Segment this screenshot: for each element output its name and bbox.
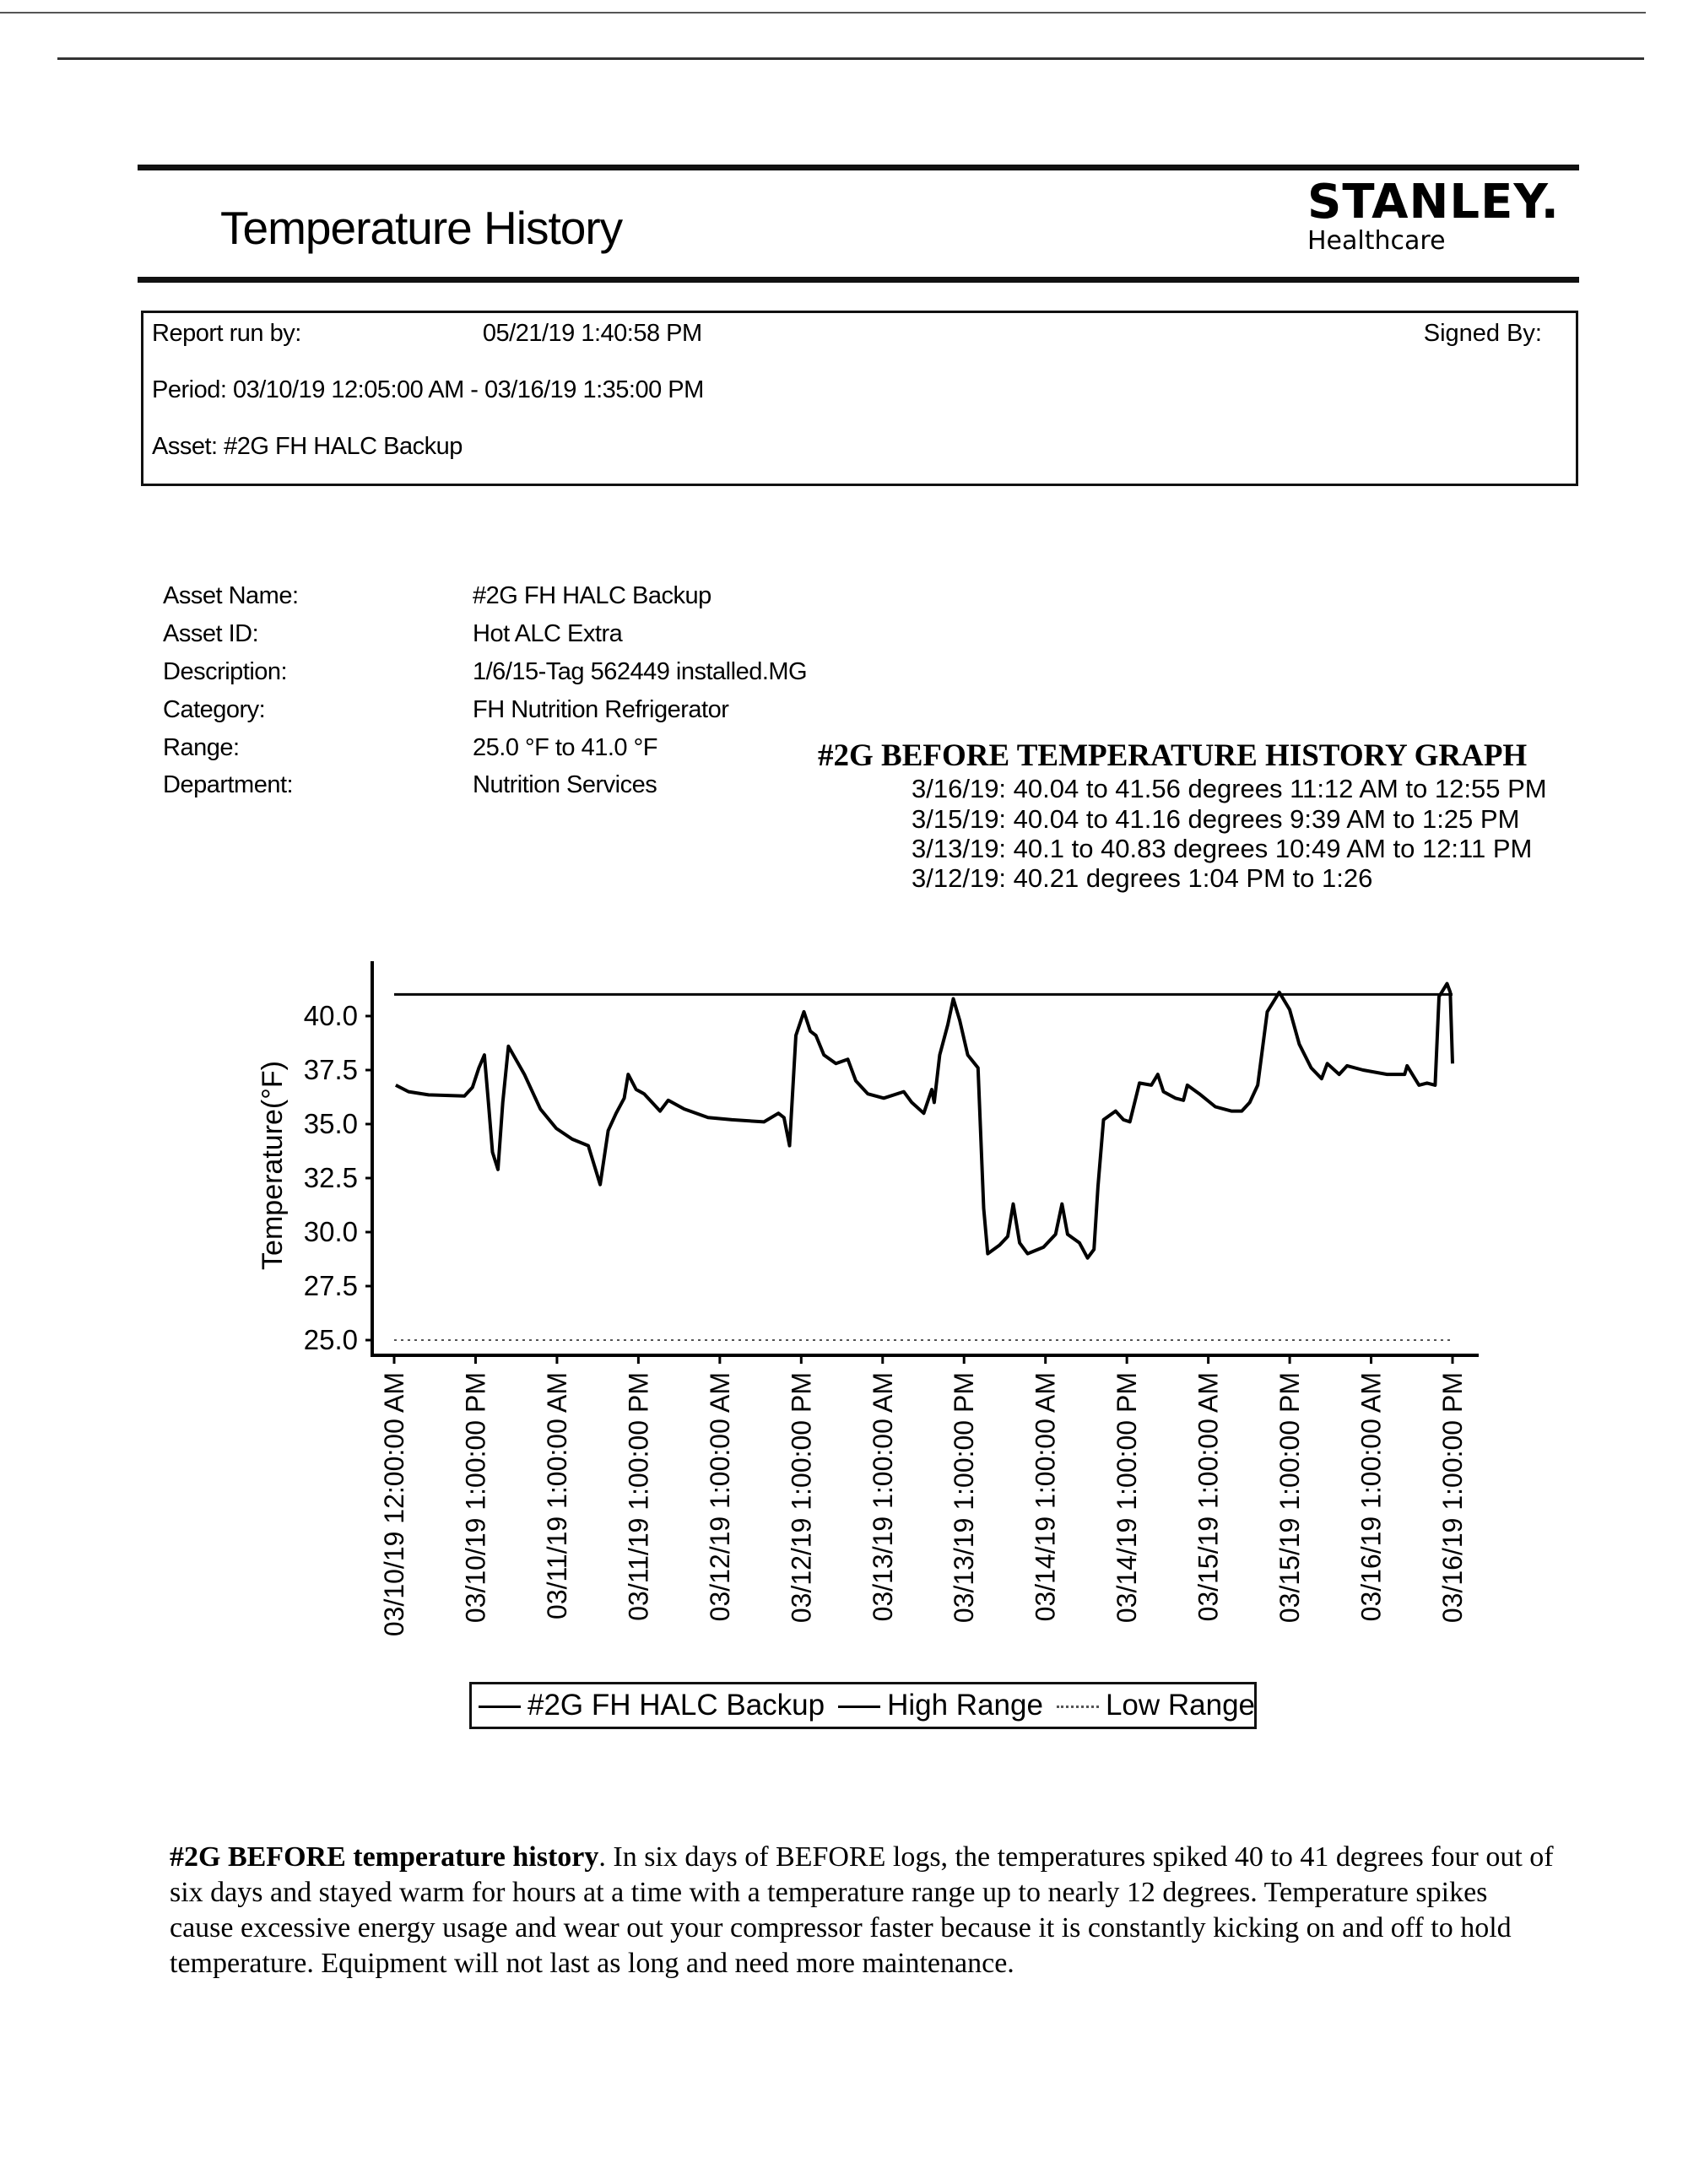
x-tick-label: 03/15/19 1:00:00 AM [1193, 1372, 1224, 1622]
detail-label: Department: [163, 771, 294, 798]
x-tick-label: 03/16/19 1:00:00 PM [1437, 1372, 1468, 1624]
legend-item-series [479, 1689, 825, 1722]
x-tick-label: 03/16/19 1:00:00 AM [1355, 1372, 1387, 1622]
x-tick-label: 03/11/19 1:00:00 PM [623, 1372, 654, 1621]
legend-label: Low Range [1105, 1689, 1256, 1722]
annotation-line: 3/13/19: 40.1 to 40.83 degrees 10:49 AM to 12:11 PM [912, 834, 1533, 863]
detail-label: Category: [163, 696, 266, 723]
x-tick-label: 03/13/19 1:00:00 PM [949, 1372, 980, 1624]
detail-label: Asset Name: [163, 582, 299, 609]
x-tick-label: 03/14/19 1:00:00 PM [1112, 1372, 1143, 1624]
x-tick-label: 03/10/19 12:00:00 AM [379, 1372, 409, 1637]
x-tick-label: 03/14/19 1:00:00 AM [1030, 1372, 1061, 1622]
logo-brand: STANLEY. [1307, 175, 1560, 230]
y-tick-label: 35.0 [303, 1108, 358, 1139]
paragraph-body: . In six days of BEFORE logs, the temperatures spiked 40 to 41 degrees four out of six days and stayed warm for hours at a time with a temperature range up to nearly 12 degrees. Temperature spikes cause excessive energy usage and wear out your compressor faster because it is constantly kicking on and off to hold temperature. Equipment will not last as long and need more maintenance. [170, 1841, 1554, 1979]
y-tick-label: 37.5 [303, 1054, 358, 1085]
legend-solid-line-icon [838, 1706, 880, 1708]
chart-series [394, 984, 1453, 1340]
x-tick-label: 03/12/19 1:00:00 PM [786, 1372, 817, 1624]
graph-annotation-heading: #2G BEFORE TEMPERATURE HISTORY GRAPH [818, 738, 1528, 773]
detail-label: Description: [163, 658, 288, 685]
annotation-line: 3/12/19: 40.21 degrees 1:04 PM to 1:26 [912, 863, 1373, 893]
logo-sub: Healthcare [1307, 226, 1446, 256]
x-tick-labels [379, 1355, 1468, 1636]
y-tick-label: 25.0 [303, 1324, 358, 1355]
detail-value: Nutrition Services [473, 771, 657, 798]
x-tick-label: 03/15/19 1:00:00 PM [1274, 1372, 1306, 1624]
report-period: Period: 03/10/19 12:05:00 AM - 03/16/19 1:35:00 PM [152, 376, 704, 403]
legend-label: High Range [887, 1689, 1043, 1722]
legend-item-low-range [1057, 1689, 1255, 1722]
detail-label: Range: [163, 734, 240, 761]
legend-solid-line-icon [479, 1706, 521, 1708]
signed-by-label: Signed By: [1423, 320, 1542, 347]
legend-label: #2G FH HALC Backup [528, 1689, 825, 1722]
y-tick-label: 40.0 [303, 1000, 358, 1031]
chart-axes [372, 961, 1479, 1357]
detail-value: FH Nutrition Refrigerator [473, 696, 729, 723]
summary-paragraph [170, 1840, 1554, 1981]
x-tick-label: 03/13/19 1:00:00 AM [867, 1372, 898, 1622]
y-tick-label: 32.5 [303, 1162, 358, 1193]
y-tick-labels [304, 1000, 372, 1355]
chart-legend [469, 1682, 1257, 1729]
y-axis-label: Temperature(°F) [257, 1061, 289, 1270]
detail-value: #2G FH HALC Backup [473, 582, 711, 609]
annotation-line: 3/16/19: 40.04 to 41.56 degrees 11:12 AM to 12:55 PM [912, 774, 1547, 803]
legend-item-high-range [838, 1689, 1043, 1722]
run-timestamp: 05/21/19 1:40:58 PM [482, 320, 702, 347]
detail-value: 25.0 °F to 41.0 °F [473, 734, 657, 761]
detail-label: Asset ID: [163, 620, 259, 647]
annotation-line: 3/15/19: 40.04 to 41.16 degrees 9:39 AM to 1:25 PM [912, 804, 1520, 834]
series-line-temperature [396, 984, 1453, 1258]
detail-value: 1/6/15-Tag 562449 installed.MG [473, 658, 808, 685]
detail-value: Hot ALC Extra [473, 620, 623, 647]
x-tick-label: 03/11/19 1:00:00 AM [541, 1372, 572, 1619]
x-tick-label: 03/10/19 1:00:00 PM [460, 1372, 491, 1624]
y-tick-label: 30.0 [303, 1216, 358, 1247]
report-asset: Asset: #2G FH HALC Backup [152, 433, 463, 460]
run-by-label: Report run by: [152, 320, 301, 347]
legend-dotted-line-icon [1057, 1706, 1099, 1708]
page-title: Temperature History [220, 202, 623, 254]
y-tick-label: 27.5 [303, 1270, 358, 1301]
paragraph-lead: #2G BEFORE temperature history [170, 1841, 599, 1873]
x-tick-label: 03/12/19 1:00:00 AM [704, 1372, 735, 1622]
